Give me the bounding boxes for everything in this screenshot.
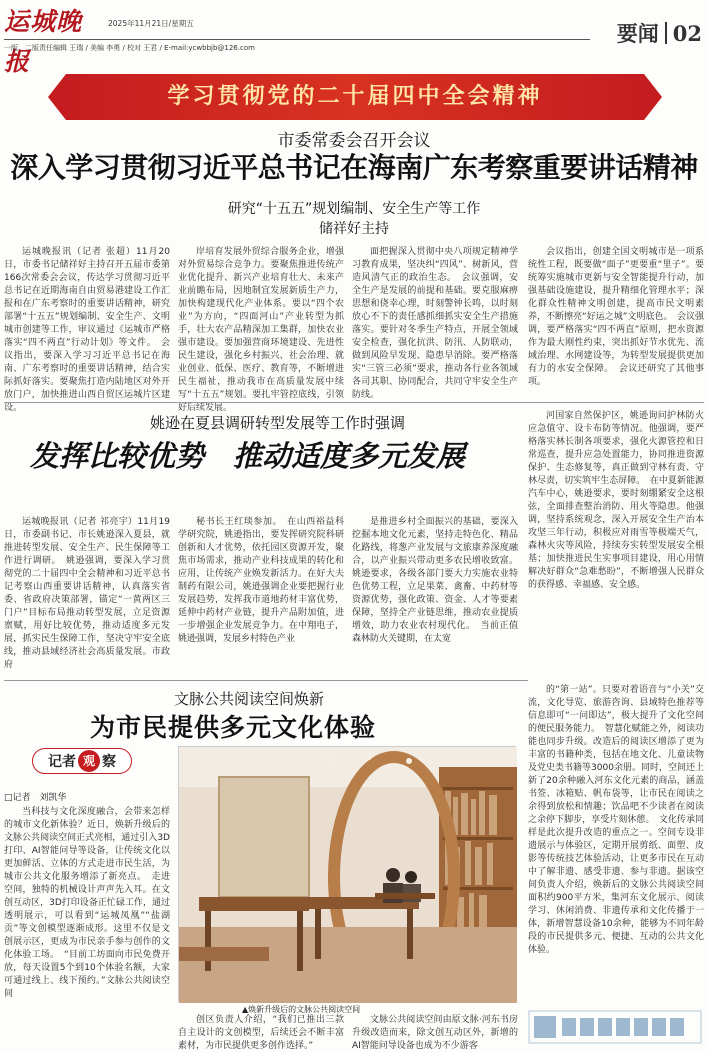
article3-column-2 — [178, 1014, 344, 1051]
section-name: 要闻 — [616, 21, 659, 46]
photo-caption: ▲焕新升级后的文脉公共阅读空间 — [242, 1005, 361, 1014]
reporter-observation-badge — [32, 748, 132, 774]
article3-column-3 — [352, 1014, 518, 1051]
article2-text-4: 河国家自然保护区，姚逊询问护林防火应急值守、设卡布防等情况。他强调，要严格落实林长制各项要求，强化火源管控和日常巡查，提升应急处置能力，协同推进资源保护、生态修复等，真正做到守林有责、守林尽责，切实筑牢生态屏障。 在中夏新能源汽车中心，姚逊要求，要时刻绷紧安全这根弦，全面排查整治消防、用火等隐患。他强调，坚持系统观念，深入开展安全生产治本攻坚三年行动，积极应对雨雪等极端天气，森林火灾等风险，持续夯实转型发展安全根基；加快推进民生实事项目建设，用心用情解决好群众“急难愁盼”，不断增强人民群众的获得感、幸福感、安全感。 — [528, 411, 704, 590]
article1-text-4: 会议指出，创建全国文明城市是一项系统性工程，既要做“面子”更要重“里子”。要统筹实施城市更新与安全智能提升行动，加强基础设施建设，提升精细化管理水平；深化群众性精神文明创建，提高市民文明素养，不断擦亮“好运之城”文明底色。 会议强调，要严格落实“四不两直”原则，把水资源作为最大刚性约束，突出抓好节水优先、流域治理、水网建设等，为转型发展提供更加有力的水安全保障。 会议还研究了其他事项。 — [528, 247, 704, 387]
article2-text-3: 是推进乡村全面振兴的基础，要深入挖掘本地文化元素，坚持走特色化、精品化路线，将葱产业发展与文旅康养深度融合，以产业振兴带动更多农民增收致富。姚逊要求，各级各部门要大力实施农业特色优势工程，立足果菜、禽畜、中药材等资源优势，强化政策、资金、人才等要素保障，坚持全产业链思维，推动农业提质增效，助力农业农村现代化。 当前正值森林防火关键期，在太宽 — [352, 517, 518, 644]
article2-text-2: 秘书长王红琰参加。 在山西裕益科学研究院，姚逊指出，要发挥研究院科研创新和人才优势，依托园区资源开发，聚焦市场需求，推动产业科技成果的转化和应用，让传统产业焕发新活力。在好大夫制药有限公司，姚逊强调企业要把握行业发展趋势，发挥我市道地药材丰富优势，延伸中药材产业链，提升产品附加值，进一步增强企业发展竞争力。在中翔电子，姚逊强调，发展乡村特色产业 — [178, 517, 344, 644]
article3-byline: □记者 刘凯华 — [4, 793, 67, 803]
article1-deck-line1: 研究“十五五”规划编制、安全生产等工作 — [227, 201, 481, 217]
article1-text-2: 岸培育发展外贸综合服务企业，增强对外贸易综合竞争力。要聚焦推进传统产业优化提升、新兴产业培育壮大、未来产业前瞻布局，因地制宜发展新质生产力，加快构建现代化产业体系。要以“四个农业”为方向，“四面河山”产业转型为抓手，壮大农产品精深加工集群，加快农业强市建设。要加强营商环境建设、先进性民生建设，强化乡村振兴、社会治理、就业创业、低保、医疗、教育等，不断增进民生福祉，推动我市在高质量发展中续写“十五五”规划。要扎牢管控底线，引领好后续发展。 — [178, 247, 344, 413]
article1-kicker: 市委常委会召开会议 — [277, 131, 431, 151]
article2-headline: 发挥比较优势 推动适度多元发展 — [30, 439, 466, 473]
article3-text-3: 文脉公共阅读空间由原文脉·河东书房升级改造而来，除文创互动区外，新增的AI智能问导设备也成为不少游客 — [352, 1015, 518, 1051]
badge-text-right: 察 — [102, 754, 116, 770]
section-divider — [4, 402, 704, 403]
article1-column-3 — [352, 246, 518, 400]
page-label — [617, 18, 702, 48]
article2-column-1 — [4, 516, 170, 676]
article2-text-1: 运城晚报讯（记者 祁亮宇）11月19日，市委副书记、市长姚逊深入夏县，就推进转型发展、安全生产、民生保障等工作进行调研。 姚逊强调，要深入学习贯彻党的二十届四中全会精神和习近平总书记考察山西重要讲话精神，认真落实省委、省政府决策部署，锚定“一黄两区三门户”目标布局推动转型发展，立足资源禀赋，用好比较优势，推动适度多元发展，抓实民生保障工作，坚决守牢安全底线，推动县域经济社会高质量发展。市政府 — [4, 517, 170, 670]
badge-text-left: 记者 — [48, 754, 76, 770]
article1-deck-line2: 储祥好主持 — [319, 221, 389, 237]
watermark-logo — [528, 1010, 702, 1044]
masthead — [0, 0, 708, 76]
article3-text-4: 的“第一站”。只要对着语音与“小关”交流，文化导览、旅游咨询、县域特色推荐等信息即可“一问即达”，极大提升了文化空间的便民服务能力。 智慧化赋能之外，阅读功能也同步升级。改造后的阅读区增添了更为丰富的书籍种类，包括在地文化、儿童读物及党史类书籍等3000余册。同时，空间还上新了20余种融入河东文化元素的商品，涵盖书签、冰箱贴、帆布袋等，让市民在阅读之余得到放松和情趣；饮品吧不少读者在阅读之余停下脚步，享受片刻休憩。 文化传承同样是此次提升改造的重点之一。空间专设非遗展示与体验区，定期开展剪纸、面塑、皮影等传统技艺体验活动，让更多市民在互动中了解非遗、感受非遗、参与非遗。据该空间负责人介绍，焕新后的文脉公共阅读空间面积约900平方米，集河东文化展示、阅读学习、休闲消费、非遗传承和文化传播于一体，新增智慧设备10余种，能够为不同年龄段的市民提供多元、便捷、互动的公共文化体验。 — [528, 685, 704, 955]
article3-column-1 — [4, 806, 170, 1044]
page-number: 02 — [672, 20, 702, 46]
badge-circle: 观 — [78, 750, 100, 772]
article2-column-3 — [352, 516, 518, 676]
divider — [665, 22, 667, 44]
article1-deck — [0, 199, 708, 239]
article3-headline: 为市民提供多元文化体验 — [90, 713, 377, 742]
watermark-graphic — [528, 1010, 702, 1044]
article2-column-2 — [178, 516, 344, 676]
reading-space-illustration — [179, 747, 517, 1003]
article1-text-3: 面把握深入贯彻中央八项规定精神学习教育成果，坚决纠“四风”、树新风，营造风清气正的政治生态。 会议强调，安全生产是发展的前提和基础。要克服麻痹思想和侥幸心理，时刻警钟长鸣，以时刻放心不下的责任感抓细抓实安全生产措施落实。要针对冬季生产特点，开展全领域安全检查，强化抗洪、防汛、人防联动，做到风险早发现、隐患早消除。要严格落实“三管三必须”要求，推动各行业各领域各司其职、协同配合，共同守牢安全生产防线。 — [352, 247, 518, 400]
article1-headline: 深入学习贯彻习近平总书记在海南广东考察重要讲话精神 — [10, 151, 698, 184]
article1-text-1: 运城晚报讯（记者 张超）11月20日，市委书记储祥好主持召开五届市委第166次常委会会议，传达学习贯彻习近平总书记在近期海南自由贸易港建设工作汇报和在广东考察时的重要讲话精神，研究部署“十五五”规划编制、安全生产、文明城市创建等工作，审议通过《运城市严格落实“四不两直”行动计划》等文件。 会议指出，要深入学习习近平总书记在海南、广东考察时的重要讲话精神，结合实际抓好落实。要聚焦打造内陆地区对外开放门户，加快推进山西自贸区运城片区建设。 — [4, 247, 170, 413]
article1-column-4 — [528, 246, 704, 396]
article2-kicker: 姚逊在夏县调研转型发展等工作时强调 — [150, 414, 406, 432]
article2-column-4 — [528, 410, 704, 676]
article3-text-2: 创区负责人介绍，“我们已推出三款自主设计的文创模型，后续还会不断丰富素材，为市民提供更多创作选择。” — [178, 1015, 344, 1051]
article1-column-1 — [4, 246, 170, 413]
editors-line: 一版、二版责任编辑 王瑞 / 美编 李勇 / 校对 王君 / E-mail:ycwbbjb@126.com — [4, 44, 255, 52]
section-divider — [4, 680, 528, 681]
issue-date: 2025年11月21日/星期五 — [108, 19, 194, 28]
article3-kicker: 文脉公共阅读空间焕新 — [174, 690, 325, 708]
reading-space-photo — [178, 746, 516, 1002]
article3-column-4 — [528, 684, 704, 1010]
theme-banner: 学习贯彻党的二十届四中全会精神 — [66, 74, 644, 120]
article1-column-2 — [178, 246, 344, 413]
article3-text-1: 当科技与文化深度融合，会带来怎样的城市文化新体验？近日，焕新升级后的文脉公共阅读空间正式亮相，通过引入3D打印、AI智能问导等设备，让传统文化以更加鲜活、立体的方式走进市民生活，为城市公共文化服务增添了新亮点。 走进空间，独特的机械设计声声先入耳。在文创互动区，3D打印设备正忙碌工作，通过透明展示，可以看到“运城凤凰”“盐湖贡”等文创模型逐渐成形。这里不仅是文创展示区，更成为市民亲手参与创作的文化体验工场。 “目前工坊面向市民免费开放，每天设置5个到10个体验名额，大家可通过线上、线下预约。”文脉公共阅读空间 — [4, 807, 170, 999]
masthead-rule — [4, 39, 590, 40]
newspaper-logo: 运城晚报 — [4, 7, 83, 76]
